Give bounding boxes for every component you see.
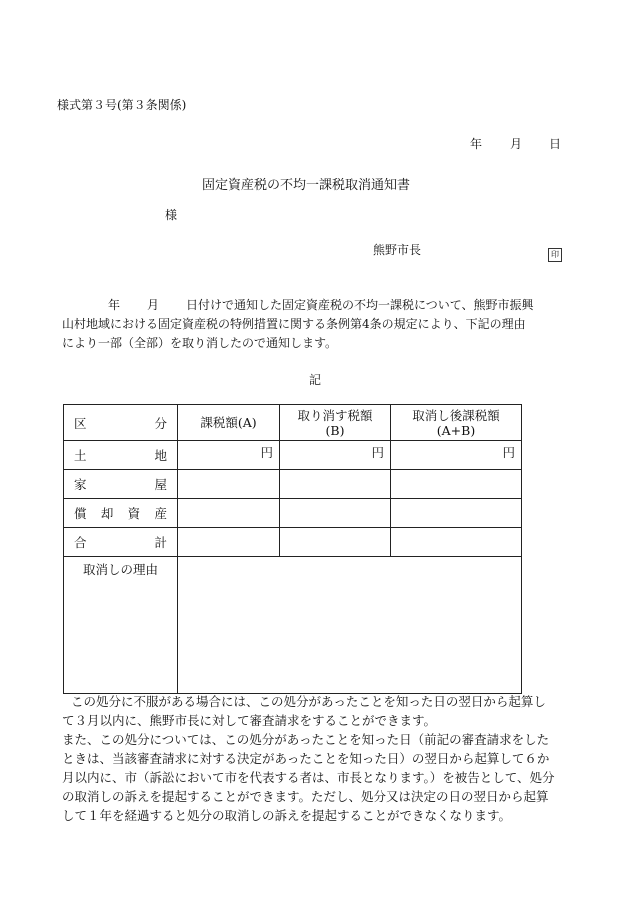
header-cancel-b <box>280 405 391 441</box>
row-label <box>64 470 178 499</box>
header-category-char: 分 <box>154 415 167 431</box>
value-cell <box>178 499 280 528</box>
intro-year: 年 <box>108 298 121 312</box>
date-month-label: 月 <box>510 137 523 151</box>
header-category-char: 区 <box>74 415 87 431</box>
appeal-notice <box>62 692 582 825</box>
value-cell <box>178 470 280 499</box>
date-year-label: 年 <box>470 137 483 151</box>
addressee-suffix: 様 <box>165 208 178 222</box>
header-after-line1: 取消し後課税額 <box>412 407 500 423</box>
yen-unit: 円 <box>280 441 391 470</box>
header-category <box>64 405 178 441</box>
document-title: 固定資産税の不均一課税取消通知書 <box>202 178 411 193</box>
row-label-char: 却 <box>100 506 114 521</box>
intro-day-text: 日付けで通知した固定資産税の不均一課税について、熊野市振興 <box>186 298 534 312</box>
seal-icon: 印 <box>548 248 562 262</box>
row-label-char: 償 <box>74 506 87 521</box>
value-cell <box>280 470 391 499</box>
value-cell <box>391 470 522 499</box>
header-tax-a: 課税額(A) <box>178 405 280 441</box>
value-cell <box>391 528 522 557</box>
issuer-name: 熊野市長 <box>373 243 422 257</box>
footer-line: て３月以内に、熊野市長に対して審査請求をすることができます。 <box>62 713 437 728</box>
header-cancel-b-line1: 取り消す税額 <box>297 407 373 423</box>
row-label <box>64 499 178 528</box>
table-header-row <box>64 405 522 441</box>
reason-row <box>64 557 522 694</box>
row-label-char: 計 <box>154 535 167 550</box>
footer-line: 月以内に、市（訴訟において市を代表する者は、市長となります。）を被告として、処分 <box>62 770 555 785</box>
table-row <box>64 470 522 499</box>
row-label-char: 合 <box>74 535 87 550</box>
footer-line: ときは、当該審査請求に対する決定があったことを知った日）の翌日から起算して６か <box>62 751 550 766</box>
tax-table <box>63 404 522 694</box>
value-cell <box>280 499 391 528</box>
row-label-char: 家 <box>74 477 87 492</box>
seal-mark <box>548 242 562 262</box>
date-day-label: 日 <box>549 137 562 151</box>
intro-line-3: により一部（全部）を取り消したので通知します。 <box>62 336 338 350</box>
yen-unit: 円 <box>178 441 280 470</box>
table-row <box>64 528 522 557</box>
footer-line: また、この処分については、この処分があったことを知った日（前記の審査請求をした <box>62 732 550 747</box>
header-cancel-b-line2: (B) <box>325 422 345 438</box>
footer-line: この処分に不服がある場合には、この処分があったことを知った日の翌日から起算し <box>71 694 546 709</box>
footer-line: して１年を経過すると処分の取消しの訴えを提起することができなくなります。 <box>62 808 512 823</box>
table-row <box>64 499 522 528</box>
row-label-char: 土 <box>74 448 87 463</box>
row-label-char: 産 <box>154 506 167 521</box>
row-label-char: 地 <box>154 448 167 463</box>
value-cell <box>391 499 522 528</box>
yen-unit: 円 <box>391 441 522 470</box>
form-number: 様式第３号(第３条関係) <box>57 98 187 112</box>
row-label <box>64 528 178 557</box>
ki-heading: 記 <box>309 373 322 387</box>
table-row <box>64 441 522 470</box>
row-label <box>64 441 178 470</box>
intro-line-2: 山村地域における固定資産税の特例措置に関する条例第4条の規定により、下記の理由 <box>62 317 526 331</box>
header-after-line2: (A+B) <box>436 422 476 438</box>
row-label-char: 屋 <box>154 477 167 492</box>
reason-label: 取消しの理由 <box>64 557 178 694</box>
header-after <box>391 405 522 441</box>
value-cell <box>178 528 280 557</box>
value-cell <box>280 528 391 557</box>
intro-month: 月 <box>147 298 160 312</box>
reason-cell <box>178 557 522 694</box>
footer-line: の取消しの訴えを提起することができます。ただし、処分又は決定の日の翌日から起算 <box>62 789 549 804</box>
row-label-char: 資 <box>127 506 141 521</box>
